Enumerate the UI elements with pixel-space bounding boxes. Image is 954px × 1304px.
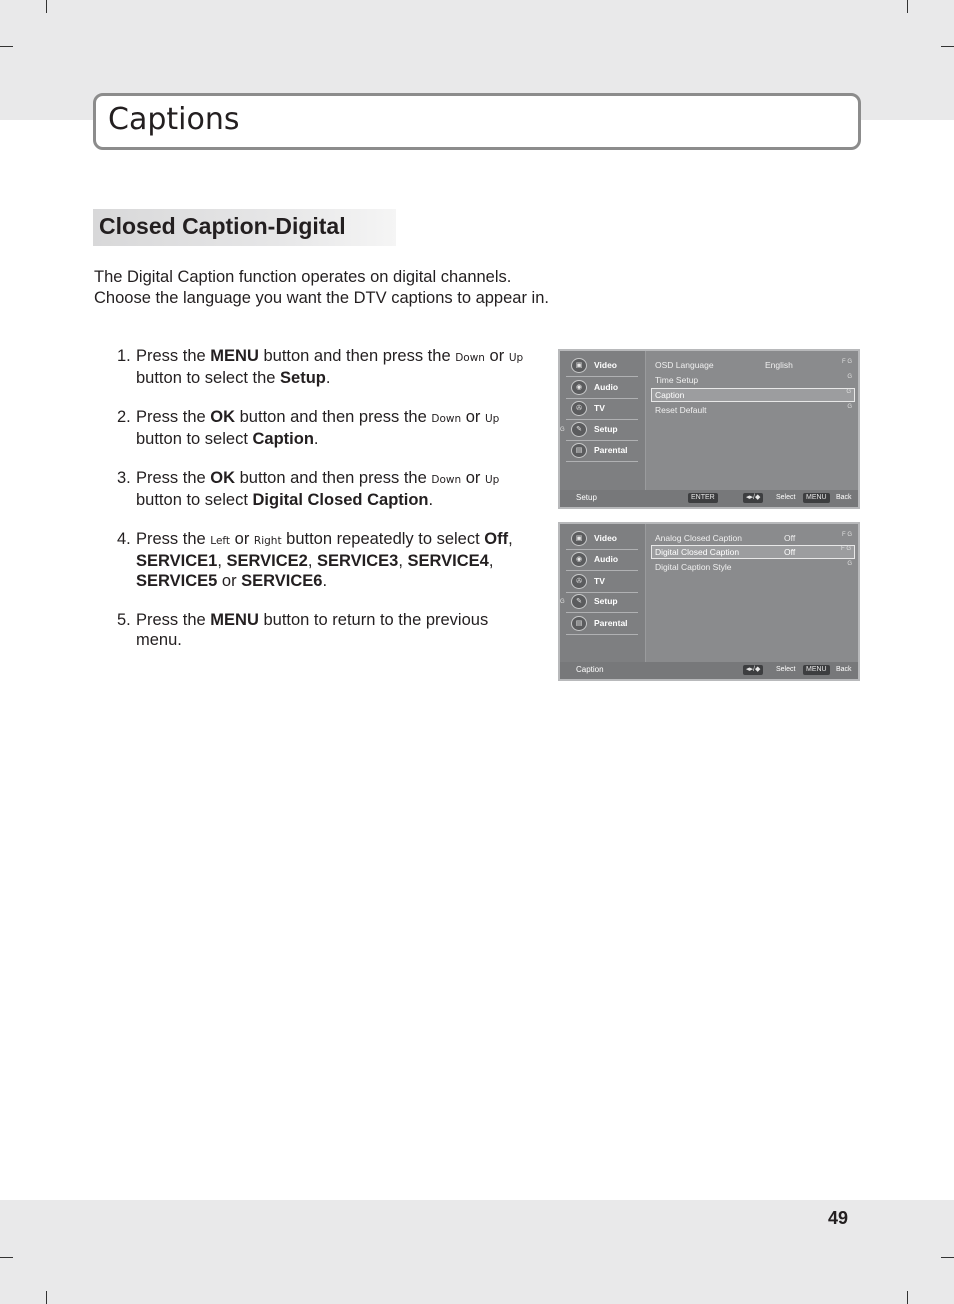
menu-key-hint: MENU — [803, 493, 830, 503]
osd-row-osd-language[interactable] — [651, 358, 855, 372]
row-marker: F G — [841, 546, 851, 552]
osd-footer-title: Setup — [576, 493, 597, 502]
step-number: 3. — [117, 469, 131, 487]
video-icon: ▣ — [571, 358, 587, 373]
separator: , — [307, 552, 317, 570]
ok-key-label: OK — [210, 469, 236, 487]
intro-line: Choose the language you want the DTV captions to appear in. — [94, 288, 549, 307]
osd-menu-item-video[interactable] — [566, 528, 638, 550]
step-text: . — [313, 430, 319, 448]
step-text: button to select — [136, 430, 253, 448]
intro-line: The Digital Caption function operates on digital channels. — [94, 268, 512, 286]
step-5 — [117, 610, 527, 650]
osd-menu-item-setup[interactable] — [566, 419, 638, 441]
nav-arrows-icon: ◂▸/◆ — [743, 665, 763, 675]
row-label: Time Setup — [655, 375, 699, 385]
osd-row-caption[interactable] — [651, 388, 855, 402]
step-text: Press the — [136, 611, 211, 629]
osd-sidebar — [560, 351, 646, 490]
audio-icon: ◉ — [571, 552, 587, 567]
step-text: or — [484, 347, 509, 365]
option-label: SERVICE3 — [317, 552, 399, 570]
step-text: or — [461, 408, 485, 426]
crop-mark — [46, 1291, 47, 1304]
step-text: Press the — [136, 347, 211, 365]
osd-screen-setup — [558, 349, 860, 509]
step-text: . — [428, 491, 434, 509]
osd-main-panel — [647, 351, 858, 490]
row-value: Off — [784, 547, 796, 557]
step-number: 4. — [117, 530, 131, 548]
step-text: button and then press the — [235, 469, 432, 487]
osd-footer — [560, 490, 858, 507]
left-key-label: Left — [210, 535, 231, 547]
osd-menu-label: Parental — [594, 618, 628, 628]
up-key-label: Up — [484, 413, 500, 425]
row-label: Analog Closed Caption — [655, 533, 742, 543]
osd-screen-caption — [558, 522, 860, 681]
ok-key-label: OK — [210, 408, 236, 426]
osd-menu-item-audio[interactable] — [566, 549, 638, 571]
osd-row-digital-closed-caption[interactable] — [651, 545, 855, 559]
down-key-label: Down — [431, 474, 462, 486]
side-marker: G — [560, 599, 565, 605]
row-marker: G — [846, 389, 851, 395]
step-text: button to select the — [136, 369, 281, 387]
step-text: . — [325, 369, 331, 387]
option-label: Off — [484, 530, 509, 548]
row-value: English — [765, 360, 793, 370]
step-text: Press the — [136, 530, 211, 548]
page-title-box — [93, 93, 861, 150]
step-text: Press the — [136, 469, 211, 487]
digital-closed-caption-label: Digital Closed Caption — [252, 491, 429, 509]
page-number: 49 — [828, 1208, 849, 1228]
separator: , — [398, 552, 408, 570]
osd-menu-label: Parental — [594, 445, 628, 455]
row-marker: G — [847, 374, 852, 380]
video-icon: ▣ — [571, 531, 587, 546]
osd-footer-title: Caption — [576, 665, 604, 674]
step-text: button repeatedly to select — [281, 530, 485, 548]
step-text: or — [230, 530, 254, 548]
row-label: OSD Language — [655, 360, 714, 370]
setup-icon: ✎ — [571, 422, 587, 437]
step-number: 2. — [117, 408, 131, 426]
crop-mark — [907, 0, 908, 13]
footer-band — [0, 1200, 954, 1304]
step-text: . — [322, 572, 328, 590]
row-label: Digital Caption Style — [655, 562, 732, 572]
osd-menu-item-audio[interactable] — [566, 377, 638, 399]
row-marker: F G — [842, 532, 852, 538]
osd-sidebar — [560, 524, 646, 662]
osd-row-reset-default[interactable] — [651, 403, 855, 417]
crop-mark — [941, 46, 954, 47]
page-title: Captions — [108, 102, 240, 137]
step-text: button to select — [136, 491, 253, 509]
osd-footer — [560, 662, 858, 679]
osd-menu-label: TV — [594, 403, 605, 413]
osd-menu-label: Video — [594, 360, 617, 370]
up-key-label: Up — [508, 352, 524, 364]
row-marker: F G — [842, 359, 852, 365]
select-hint: Select — [776, 494, 796, 501]
option-label: SERVICE6 — [241, 572, 323, 590]
menu-key-label: MENU — [210, 347, 259, 365]
step-text: Press the — [136, 408, 211, 426]
osd-menu-label: Audio — [594, 382, 619, 392]
row-marker: G — [847, 561, 852, 567]
audio-icon: ◉ — [571, 380, 587, 395]
row-marker: G — [847, 404, 852, 410]
menu-key-hint: MENU — [803, 665, 830, 675]
crop-mark — [907, 1291, 908, 1304]
step-text: or — [461, 469, 485, 487]
right-key-label: Right — [253, 535, 282, 547]
osd-menu-item-parental[interactable] — [566, 440, 638, 462]
option-label: SERVICE4 — [407, 552, 489, 570]
instruction-steps — [117, 346, 527, 669]
osd-menu-label: Audio — [594, 554, 619, 564]
setup-label: Setup — [280, 369, 326, 387]
separator: , — [488, 552, 494, 570]
enter-key-hint: ENTER — [688, 493, 718, 503]
section-heading: Closed Caption-Digital — [99, 213, 346, 239]
osd-menu-label: Setup — [594, 596, 618, 606]
step-text: or — [217, 572, 242, 590]
back-hint: Back — [836, 494, 852, 501]
osd-menu-item-video[interactable] — [566, 355, 638, 377]
separator: , — [217, 552, 227, 570]
option-label: SERVICE2 — [226, 552, 308, 570]
osd-menu-label: Setup — [594, 424, 618, 434]
intro-paragraph — [94, 267, 549, 308]
side-marker: G — [560, 427, 565, 433]
osd-row-analog-closed-caption[interactable] — [651, 531, 855, 545]
step-text: button to return to the previous menu. — [136, 611, 489, 649]
step-number: 1. — [117, 347, 131, 365]
option-label: SERVICE1 — [136, 552, 218, 570]
tv-icon: ✇ — [571, 574, 587, 589]
row-label: Caption — [655, 390, 685, 400]
setup-icon: ✎ — [571, 594, 587, 609]
step-text: button and then press the — [258, 347, 456, 365]
osd-menu-item-parental[interactable] — [566, 613, 638, 635]
row-label: Digital Closed Caption — [655, 547, 740, 557]
osd-row-digital-caption-style[interactable] — [651, 560, 855, 574]
option-label: SERVICE5 — [136, 572, 218, 590]
step-4 — [117, 529, 527, 591]
osd-row-time-setup[interactable] — [651, 373, 855, 387]
down-key-label: Down — [455, 352, 485, 364]
step-2 — [117, 407, 527, 449]
crop-mark — [941, 1257, 954, 1258]
crop-mark — [0, 1257, 13, 1258]
crop-mark — [0, 46, 13, 47]
nav-arrows-icon: ◂▸/◆ — [743, 493, 763, 503]
back-hint: Back — [836, 666, 852, 673]
parental-icon: ▤ — [571, 443, 587, 458]
step-1 — [117, 346, 527, 388]
row-value: Off — [784, 533, 796, 543]
select-hint: Select — [776, 666, 796, 673]
caption-label: Caption — [252, 430, 314, 448]
row-label: Reset Default — [655, 405, 707, 415]
menu-key-label: MENU — [210, 611, 259, 629]
osd-menu-label: TV — [594, 576, 605, 586]
osd-menu-item-tv[interactable] — [566, 398, 638, 420]
osd-menu-item-setup[interactable] — [566, 591, 638, 613]
osd-main-panel — [647, 524, 858, 662]
section-heading-box — [93, 209, 396, 246]
osd-menu-item-tv[interactable] — [566, 571, 638, 593]
up-key-label: Up — [484, 474, 500, 486]
tv-icon: ✇ — [571, 401, 587, 416]
step-number: 5. — [117, 611, 131, 629]
parental-icon: ▤ — [571, 616, 587, 631]
crop-mark — [46, 0, 47, 13]
step-text: button and then press the — [235, 408, 432, 426]
separator: , — [508, 530, 513, 548]
step-3 — [117, 468, 527, 510]
down-key-label: Down — [431, 413, 462, 425]
osd-menu-label: Video — [594, 533, 617, 543]
